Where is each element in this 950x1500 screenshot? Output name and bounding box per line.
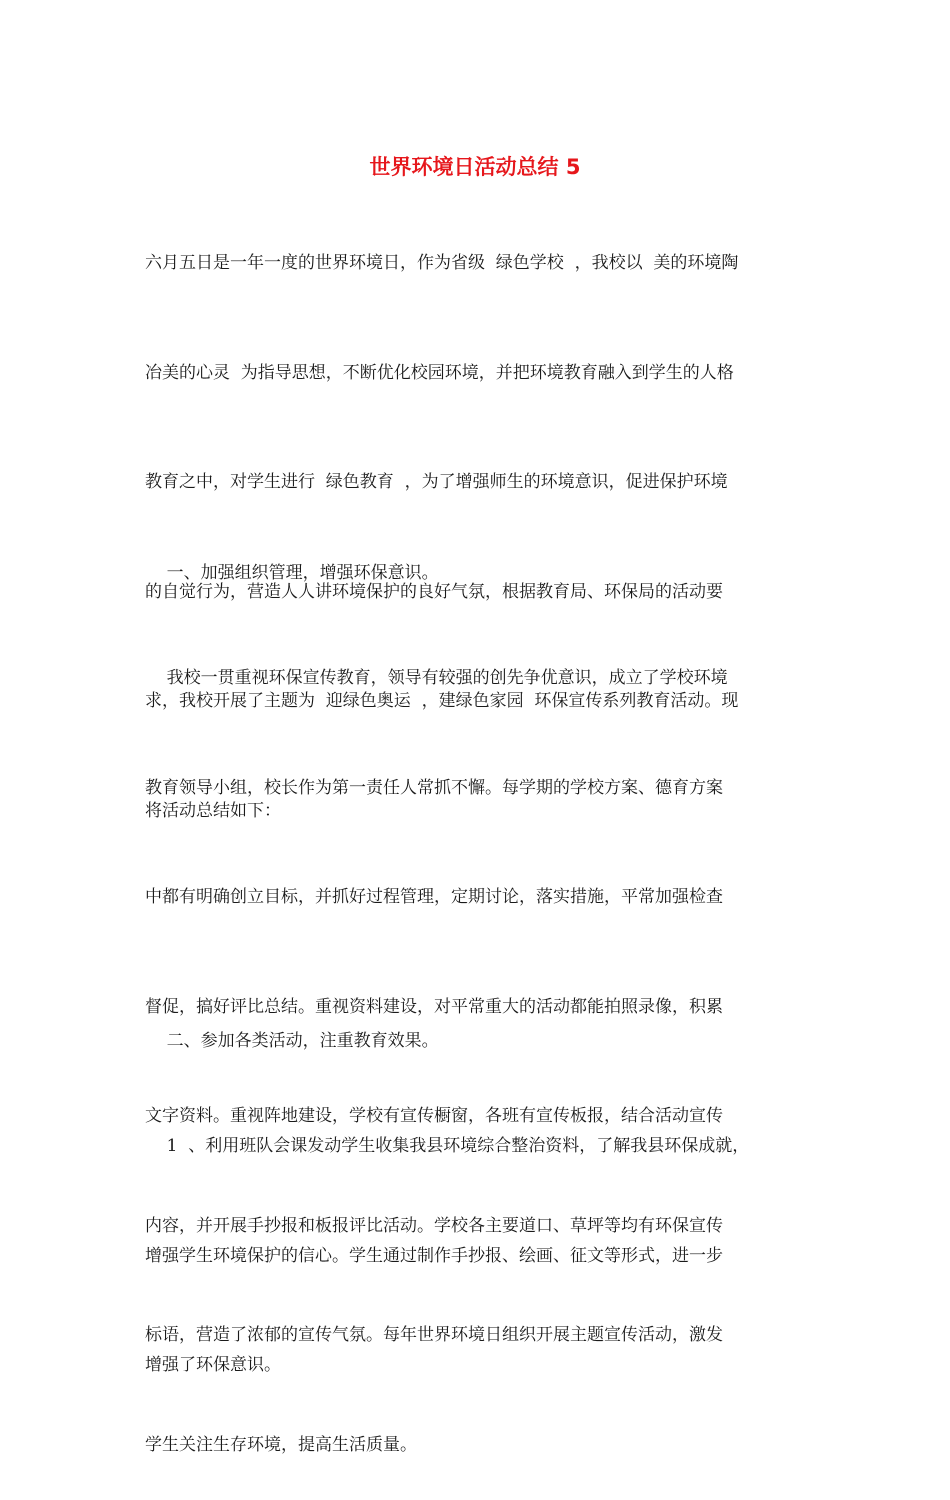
text-line: 教育之中，对学生进行 绿色教育 ，为了增强师生的环境意识，促进保护环境 bbox=[145, 472, 728, 492]
section-heading-text: 二、参加各类活动，注重教育效果。 bbox=[145, 1031, 439, 1051]
text-line: 将活动总结如下： bbox=[145, 800, 281, 821]
text-line: 增强学生环境保护的信心。学生通过制作手抄报、绘画、征文等形式，进一步 bbox=[145, 1245, 723, 1266]
item1-paragraph bbox=[145, 1055, 815, 1420]
text-line: 求，我校开展了主题为 迎绿色奥运 ，建绿色家园 环保宣传系列教育活动。现 bbox=[145, 691, 739, 711]
text-line: 六月五日是一年一度的世界环境日，作为省级 绿色学校 ，我校以 美的环境陶 bbox=[145, 253, 739, 273]
text-line: 1 、利用班队会课发动学生收集我县环境综合整治资料，了解我县环保成就， bbox=[145, 1136, 750, 1156]
text-line: 学生关注生存环境，提高生活质量。 bbox=[145, 1434, 417, 1455]
text-line: 教育领导小组，校长作为第一责任人常抓不懈。每学期的学校方案、德育方案 bbox=[145, 777, 723, 798]
text-line: 督促，搞好评比总结。重视资料建设，对平常重大的活动都能拍照录像，积累 bbox=[145, 996, 723, 1017]
text-line: 文字资料。重视阵地建设，学校有宣传橱窗，各班有宣传板报，结合活动宣传 bbox=[145, 1106, 723, 1126]
text-line: 内容，并开展手抄报和板报评比活动。学校各主要道口、草坪等均有环保宣传 bbox=[145, 1215, 723, 1236]
text-line: 中都有明确创立目标，并抓好过程管理，定期讨论，落实措施，平常加强检查 bbox=[145, 887, 723, 907]
section-heading-text: 一、加强组织管理，增强环保意识。 bbox=[145, 563, 439, 583]
text-line: 的自觉行为，营造人人讲环境保护的良好气氛，根据教育局、环保局的活动要 bbox=[145, 581, 723, 602]
text-line: 标语，营造了浓郁的宣传气氛。每年世界环境日组织开展主题宣传活动，激发 bbox=[145, 1325, 723, 1345]
text-line: 冶美的心灵 为指导思想，不断优化校园环境，并把环境教育融入到学生的人格 bbox=[145, 362, 734, 383]
document-title: 世界环境日活动总结 5 bbox=[369, 155, 581, 179]
text-line: 我校一贯重视环保宣传教育，领导有较强的创先争优意识，成立了学校环境 bbox=[145, 668, 728, 688]
text-line: 增强了环保意识。 bbox=[145, 1355, 281, 1375]
